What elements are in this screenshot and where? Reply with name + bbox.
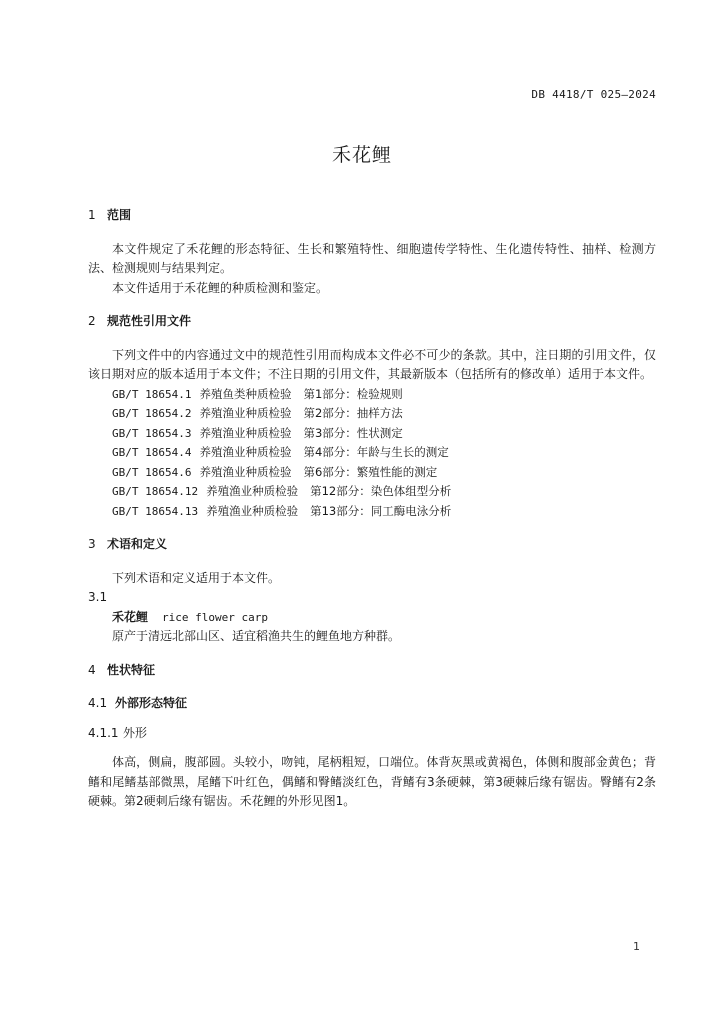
subsection-title: 外部形态特征 xyxy=(115,696,188,710)
section-1-paragraph-1: 本文件规定了禾花鲤的形态特征、生长和繁殖特性、细胞遗传学特性、生化遗传特性、抽样、检测方法、检测规则与结果判定。 xyxy=(88,241,656,275)
reference-part: 第4部分：年龄与生长的测定 xyxy=(303,445,449,459)
reference-title: 养殖鱼类种质检验 xyxy=(199,386,292,401)
reference-item xyxy=(88,463,656,483)
section-2-intro: 下列文件中的内容通过文中的规范性引用而构成本文件必不可少的条款。其中，注日期的引用文件，仅该日期对应的版本适用于本文件；不注日期的引用文件，其最新版本（包括所有的修改单）适用于本文件。 xyxy=(88,347,656,381)
reference-item xyxy=(88,424,656,444)
reference-item xyxy=(88,385,656,405)
section-title: 性状特征 xyxy=(107,662,156,677)
reference-title: 养殖渔业种质检验 xyxy=(199,425,292,440)
term-english: rice flower carp xyxy=(162,610,268,624)
reference-item xyxy=(88,482,656,502)
reference-title: 养殖渔业种质检验 xyxy=(199,406,292,420)
reference-part: 第12部分：染色体组型分析 xyxy=(310,484,452,498)
section-number: 3 xyxy=(88,537,96,551)
subsection-4-1-1-text: 体高，侧扁，腹部圆。头较小，吻钝，尾柄粗短，口端位。体背灰黑或黄褐色，体侧和腹部金黄色；背鳍和尾鳍基部微黑，尾鳍下叶红色，偶鳍和臀鳍淡红色，背鳍有3条硬棘，第3硬棘后缘有锯齿。臀鳍有2条硬棘。第2硬刺后缘有锯齿。禾花鲤的外形见图1。 xyxy=(88,755,656,808)
reference-title: 养殖渔业种质检验 xyxy=(199,464,292,479)
section-1-paragraph-2: 本文件适用于禾花鲤的种质检测和鉴定。 xyxy=(112,280,329,295)
subsection-number: 4.1 xyxy=(88,696,108,710)
term-number: 3.1 xyxy=(88,590,108,604)
reference-code: GB/T 18654.12 xyxy=(112,485,199,498)
standard-number: DB 4418/T 025—2024 xyxy=(531,88,656,101)
subsection-4-1-1-heading xyxy=(88,724,656,744)
section-1-heading xyxy=(88,206,656,226)
subsection-4-1-heading xyxy=(88,694,656,714)
section-3-heading xyxy=(88,535,656,555)
reference-part: 第3部分：性状测定 xyxy=(303,425,403,440)
term-entry xyxy=(88,608,656,628)
reference-item xyxy=(88,502,656,522)
section-4-heading xyxy=(88,661,656,681)
section-3-intro: 下列术语和定义适用于本文件。 xyxy=(112,570,281,585)
section-number: 4 xyxy=(88,662,96,677)
reference-item xyxy=(88,404,656,424)
section-title: 范围 xyxy=(107,208,132,222)
reference-code: GB/T 18654.13 xyxy=(112,504,199,518)
subsection-title: 外形 xyxy=(123,725,148,740)
document-title: 禾花鲤 xyxy=(331,144,392,166)
section-title: 术语和定义 xyxy=(107,537,168,551)
section-2-heading xyxy=(88,312,656,332)
reference-code: GB/T 18654.4 xyxy=(112,446,192,459)
page-number: 1 xyxy=(633,940,640,953)
reference-title: 养殖渔业种质检验 xyxy=(206,503,299,518)
term-definition: 原产于清远北部山区、适宜稻渔共生的鲤鱼地方种群。 xyxy=(112,629,401,643)
reference-code: GB/T 18654.3 xyxy=(112,426,192,440)
reference-title: 养殖渔业种质检验 xyxy=(206,484,299,498)
reference-title: 养殖渔业种质检验 xyxy=(199,445,292,459)
section-title: 规范性引用文件 xyxy=(107,314,192,328)
reference-item xyxy=(88,443,656,463)
reference-code: GB/T 18654.2 xyxy=(112,407,192,420)
section-number: 2 xyxy=(88,314,96,328)
document-body xyxy=(88,206,656,812)
reference-code: GB/T 18654.1 xyxy=(112,387,192,401)
reference-part: 第2部分：抽样方法 xyxy=(303,406,403,420)
reference-part: 第6部分：繁殖性能的测定 xyxy=(303,464,438,479)
reference-part: 第13部分：同工酶电泳分析 xyxy=(310,503,452,518)
subsection-number: 4.1.1 xyxy=(88,725,119,740)
section-number: 1 xyxy=(88,208,96,222)
reference-part: 第1部分：检验规则 xyxy=(303,386,403,401)
reference-code: GB/T 18654.6 xyxy=(112,465,192,479)
term-chinese: 禾花鲤 xyxy=(112,609,149,624)
